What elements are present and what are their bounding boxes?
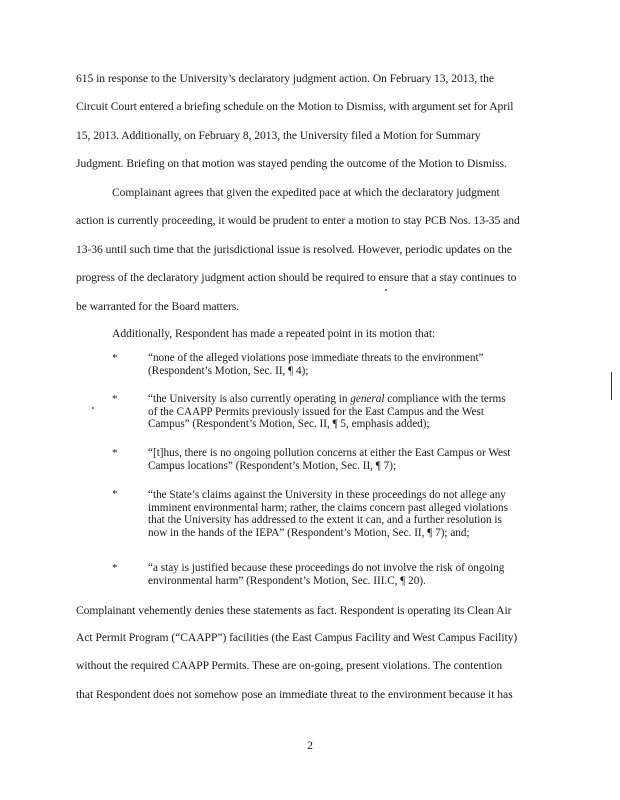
- scan-speck: [92, 407, 94, 409]
- bullet-4-line-4: now in the hands of the IEPA” (Respondent’s Motion, Sec. II, ¶ 7); and;: [148, 526, 470, 539]
- bullet-2-line-2: of the CAAPP Permits previously issued for the East Campus and the West: [148, 405, 484, 418]
- paragraph-1-line-1: 615 in response to the University’s declaratory judgment action. On February 13, 2013, the: [76, 72, 494, 85]
- bullet-marker-5: *: [112, 562, 118, 574]
- paragraph-1-line-3: 15, 2013. Additionally, on February 8, 2013, the University filed a Motion for Summary: [76, 129, 481, 142]
- bullet-item-2: [148, 393, 548, 431]
- paragraph-2-line-1: Complainant agrees that given the expedited pace at which the declaratory judgment: [112, 186, 500, 199]
- paragraph-2-line-3: 13-36 until such time that the jurisdictional issue is resolved. However, periodic updates on the: [76, 243, 512, 256]
- bullet-5-line-1: “a stay is justified because these proceedings do not involve the risk of ongoing: [148, 562, 505, 574]
- bullet-marker-1: *: [112, 352, 118, 364]
- paragraph-2-line-2: action is currently proceeding, it would be prudent to enter a motion to stay PCB Nos. 13-35 and: [76, 214, 520, 227]
- paragraph-1-line-4: Judgment. Briefing on that motion was stayed pending the outcome of the Motion to Dismiss.: [76, 157, 507, 170]
- paragraph-4-line-4: that Respondent does not somehow pose an immediate threat to the environment because it has: [76, 688, 513, 701]
- page-number: 2: [307, 739, 313, 752]
- bullet-5-line-2: environmental harm” (Respondent’s Motion, Sec. III.C, ¶ 20).: [148, 574, 426, 587]
- paragraph-3: Additionally, Respondent has made a repeated point in its motion that:: [112, 327, 436, 340]
- bullet-marker-2: *: [112, 393, 118, 405]
- bullet-4-line-2: imminent environmental harm; rather, the claims concern past alleged violations: [148, 501, 508, 514]
- bullet-2-line-1: [148, 393, 548, 406]
- bullet-2-line-1-a: “the University is also currently operating in: [148, 393, 351, 405]
- bullet-marker-3: *: [112, 447, 118, 459]
- bullet-2-emphasis: general: [350, 393, 385, 405]
- paragraph-2-line-4: progress of the declaratory judgment action should be required to ensure that a stay continues to: [76, 271, 517, 284]
- paragraph-4-line-2: Act Permit Program (“CAAPP”) facilities (the East Campus Facility and West Campus Facility): [76, 631, 518, 644]
- paragraph-4-line-3: without the required CAAPP Permits. These are on-going, present violations. The contention: [76, 659, 503, 672]
- paragraph-2-line-5: be warranted for the Board matters.: [76, 300, 240, 313]
- bullet-3-line-2: Campus locations” (Respondent’s Motion, Sec. II, ¶ 7);: [148, 459, 397, 472]
- bullet-1-line-1: “none of the alleged violations pose immediate threats to the environment”: [148, 352, 484, 364]
- bullet-4-line-3: that the University has addressed to the extent it can, and a further resolution is: [148, 514, 502, 527]
- bullet-item-3: [148, 447, 548, 472]
- margin-scan-mark: [611, 372, 612, 400]
- bullet-2-line-1-b: compliance with the terms: [384, 393, 506, 405]
- paragraph-1-line-2: Circuit Court entered a briefing schedule on the Motion to Dismiss, with argument set for April: [76, 100, 514, 113]
- bullet-item-5: [148, 562, 548, 587]
- paragraph-4-line-1: Complainant vehemently denies these statements as fact. Respondent is operating its Clean Air: [76, 604, 512, 617]
- scan-speck: [385, 289, 387, 291]
- bullet-3-line-1: “[t]hus, there is no ongoing pollution concerns at either the East Campus or West: [148, 447, 511, 459]
- bullet-item-1: [148, 352, 548, 377]
- bullet-item-4: [148, 489, 548, 539]
- bullet-marker-4: *: [112, 488, 118, 500]
- bullet-1-line-2: (Respondent’s Motion, Sec. II, ¶ 4);: [148, 364, 309, 377]
- bullet-4-line-1: “the State’s claims against the University in these proceedings do not allege any: [148, 489, 506, 501]
- bullet-2-line-3: Campus” (Respondent’s Motion, Sec. II, ¶ 5, emphasis added);: [148, 418, 430, 431]
